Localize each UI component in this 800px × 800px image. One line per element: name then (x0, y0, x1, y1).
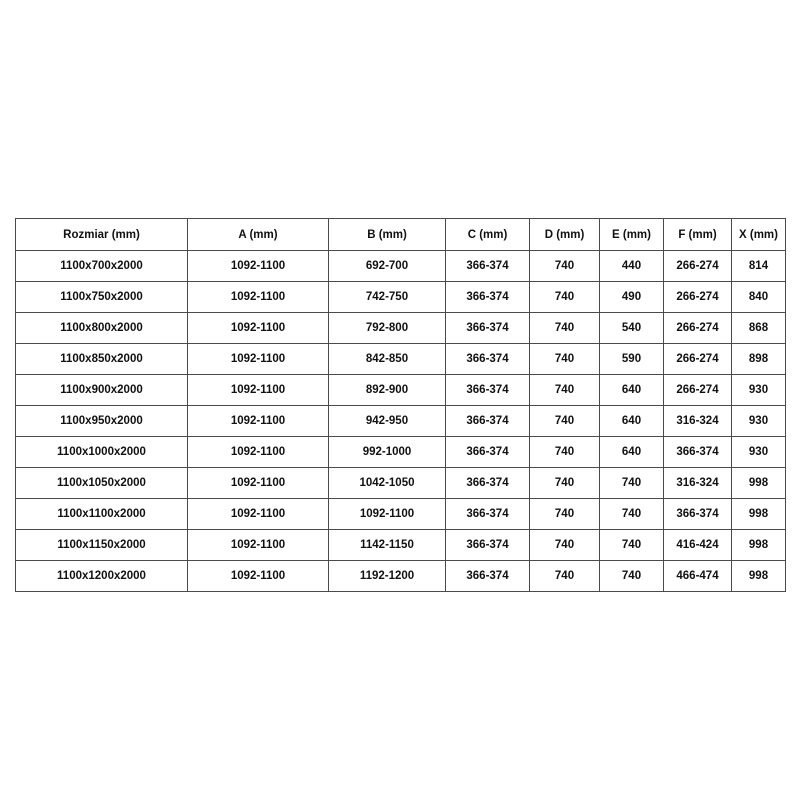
cell-b: 842-850 (329, 344, 446, 375)
dimension-table-container (15, 218, 785, 592)
cell-b: 892-900 (329, 375, 446, 406)
cell-f: 316-324 (664, 468, 732, 499)
table-row (16, 437, 786, 468)
dimension-table (15, 218, 786, 592)
cell-d: 740 (530, 251, 600, 282)
cell-a: 1092-1100 (188, 406, 329, 437)
column-header-e: E (mm) (600, 219, 664, 251)
cell-d: 740 (530, 282, 600, 313)
cell-x: 998 (732, 499, 786, 530)
cell-d: 740 (530, 530, 600, 561)
cell-e: 640 (600, 437, 664, 468)
cell-size: 1100x850x2000 (16, 344, 188, 375)
cell-c: 366-374 (446, 344, 530, 375)
cell-x: 930 (732, 406, 786, 437)
column-header-d: D (mm) (530, 219, 600, 251)
column-header-size: Rozmiar (mm) (16, 219, 188, 251)
cell-x: 840 (732, 282, 786, 313)
cell-e: 740 (600, 530, 664, 561)
cell-x: 930 (732, 437, 786, 468)
cell-e: 740 (600, 499, 664, 530)
cell-a: 1092-1100 (188, 561, 329, 592)
cell-c: 366-374 (446, 468, 530, 499)
table-row (16, 251, 786, 282)
cell-e: 640 (600, 406, 664, 437)
column-header-b: B (mm) (329, 219, 446, 251)
cell-b: 992-1000 (329, 437, 446, 468)
cell-size: 1100x950x2000 (16, 406, 188, 437)
cell-a: 1092-1100 (188, 251, 329, 282)
cell-c: 366-374 (446, 437, 530, 468)
cell-b: 792-800 (329, 313, 446, 344)
table-header (16, 219, 786, 251)
cell-d: 740 (530, 499, 600, 530)
cell-x: 868 (732, 313, 786, 344)
cell-b: 1142-1150 (329, 530, 446, 561)
cell-x: 898 (732, 344, 786, 375)
cell-e: 590 (600, 344, 664, 375)
table-row (16, 344, 786, 375)
cell-f: 266-274 (664, 344, 732, 375)
table-header-row (16, 219, 786, 251)
cell-e: 540 (600, 313, 664, 344)
cell-f: 416-424 (664, 530, 732, 561)
cell-b: 1042-1050 (329, 468, 446, 499)
cell-a: 1092-1100 (188, 375, 329, 406)
cell-c: 366-374 (446, 406, 530, 437)
table-row (16, 282, 786, 313)
cell-b: 1092-1100 (329, 499, 446, 530)
table-body (16, 251, 786, 592)
cell-d: 740 (530, 561, 600, 592)
cell-x: 998 (732, 530, 786, 561)
cell-size: 1100x1200x2000 (16, 561, 188, 592)
column-header-f: F (mm) (664, 219, 732, 251)
cell-e: 640 (600, 375, 664, 406)
cell-e: 490 (600, 282, 664, 313)
cell-e: 740 (600, 561, 664, 592)
cell-x: 814 (732, 251, 786, 282)
cell-c: 366-374 (446, 561, 530, 592)
cell-f: 266-274 (664, 375, 732, 406)
table-row (16, 468, 786, 499)
cell-size: 1100x1050x2000 (16, 468, 188, 499)
cell-a: 1092-1100 (188, 468, 329, 499)
cell-x: 998 (732, 468, 786, 499)
cell-size: 1100x1100x2000 (16, 499, 188, 530)
table-row (16, 375, 786, 406)
cell-f: 366-374 (664, 499, 732, 530)
cell-a: 1092-1100 (188, 499, 329, 530)
cell-c: 366-374 (446, 251, 530, 282)
cell-size: 1100x1150x2000 (16, 530, 188, 561)
cell-x: 930 (732, 375, 786, 406)
table-row (16, 313, 786, 344)
column-header-x: X (mm) (732, 219, 786, 251)
cell-f: 466-474 (664, 561, 732, 592)
cell-f: 266-274 (664, 313, 732, 344)
column-header-a: A (mm) (188, 219, 329, 251)
cell-f: 316-324 (664, 406, 732, 437)
cell-d: 740 (530, 468, 600, 499)
cell-size: 1100x700x2000 (16, 251, 188, 282)
cell-c: 366-374 (446, 499, 530, 530)
cell-b: 1192-1200 (329, 561, 446, 592)
cell-size: 1100x750x2000 (16, 282, 188, 313)
cell-size: 1100x800x2000 (16, 313, 188, 344)
cell-size: 1100x900x2000 (16, 375, 188, 406)
cell-e: 740 (600, 468, 664, 499)
cell-d: 740 (530, 344, 600, 375)
cell-a: 1092-1100 (188, 437, 329, 468)
column-header-c: C (mm) (446, 219, 530, 251)
cell-d: 740 (530, 406, 600, 437)
cell-d: 740 (530, 437, 600, 468)
table-row (16, 406, 786, 437)
table-row (16, 499, 786, 530)
cell-d: 740 (530, 375, 600, 406)
cell-c: 366-374 (446, 282, 530, 313)
cell-f: 366-374 (664, 437, 732, 468)
cell-b: 692-700 (329, 251, 446, 282)
cell-b: 942-950 (329, 406, 446, 437)
cell-c: 366-374 (446, 530, 530, 561)
cell-a: 1092-1100 (188, 530, 329, 561)
cell-a: 1092-1100 (188, 282, 329, 313)
cell-a: 1092-1100 (188, 313, 329, 344)
cell-b: 742-750 (329, 282, 446, 313)
cell-c: 366-374 (446, 313, 530, 344)
cell-f: 266-274 (664, 282, 732, 313)
cell-size: 1100x1000x2000 (16, 437, 188, 468)
cell-e: 440 (600, 251, 664, 282)
cell-f: 266-274 (664, 251, 732, 282)
table-row (16, 530, 786, 561)
cell-a: 1092-1100 (188, 344, 329, 375)
cell-x: 998 (732, 561, 786, 592)
table-row (16, 561, 786, 592)
cell-d: 740 (530, 313, 600, 344)
cell-c: 366-374 (446, 375, 530, 406)
